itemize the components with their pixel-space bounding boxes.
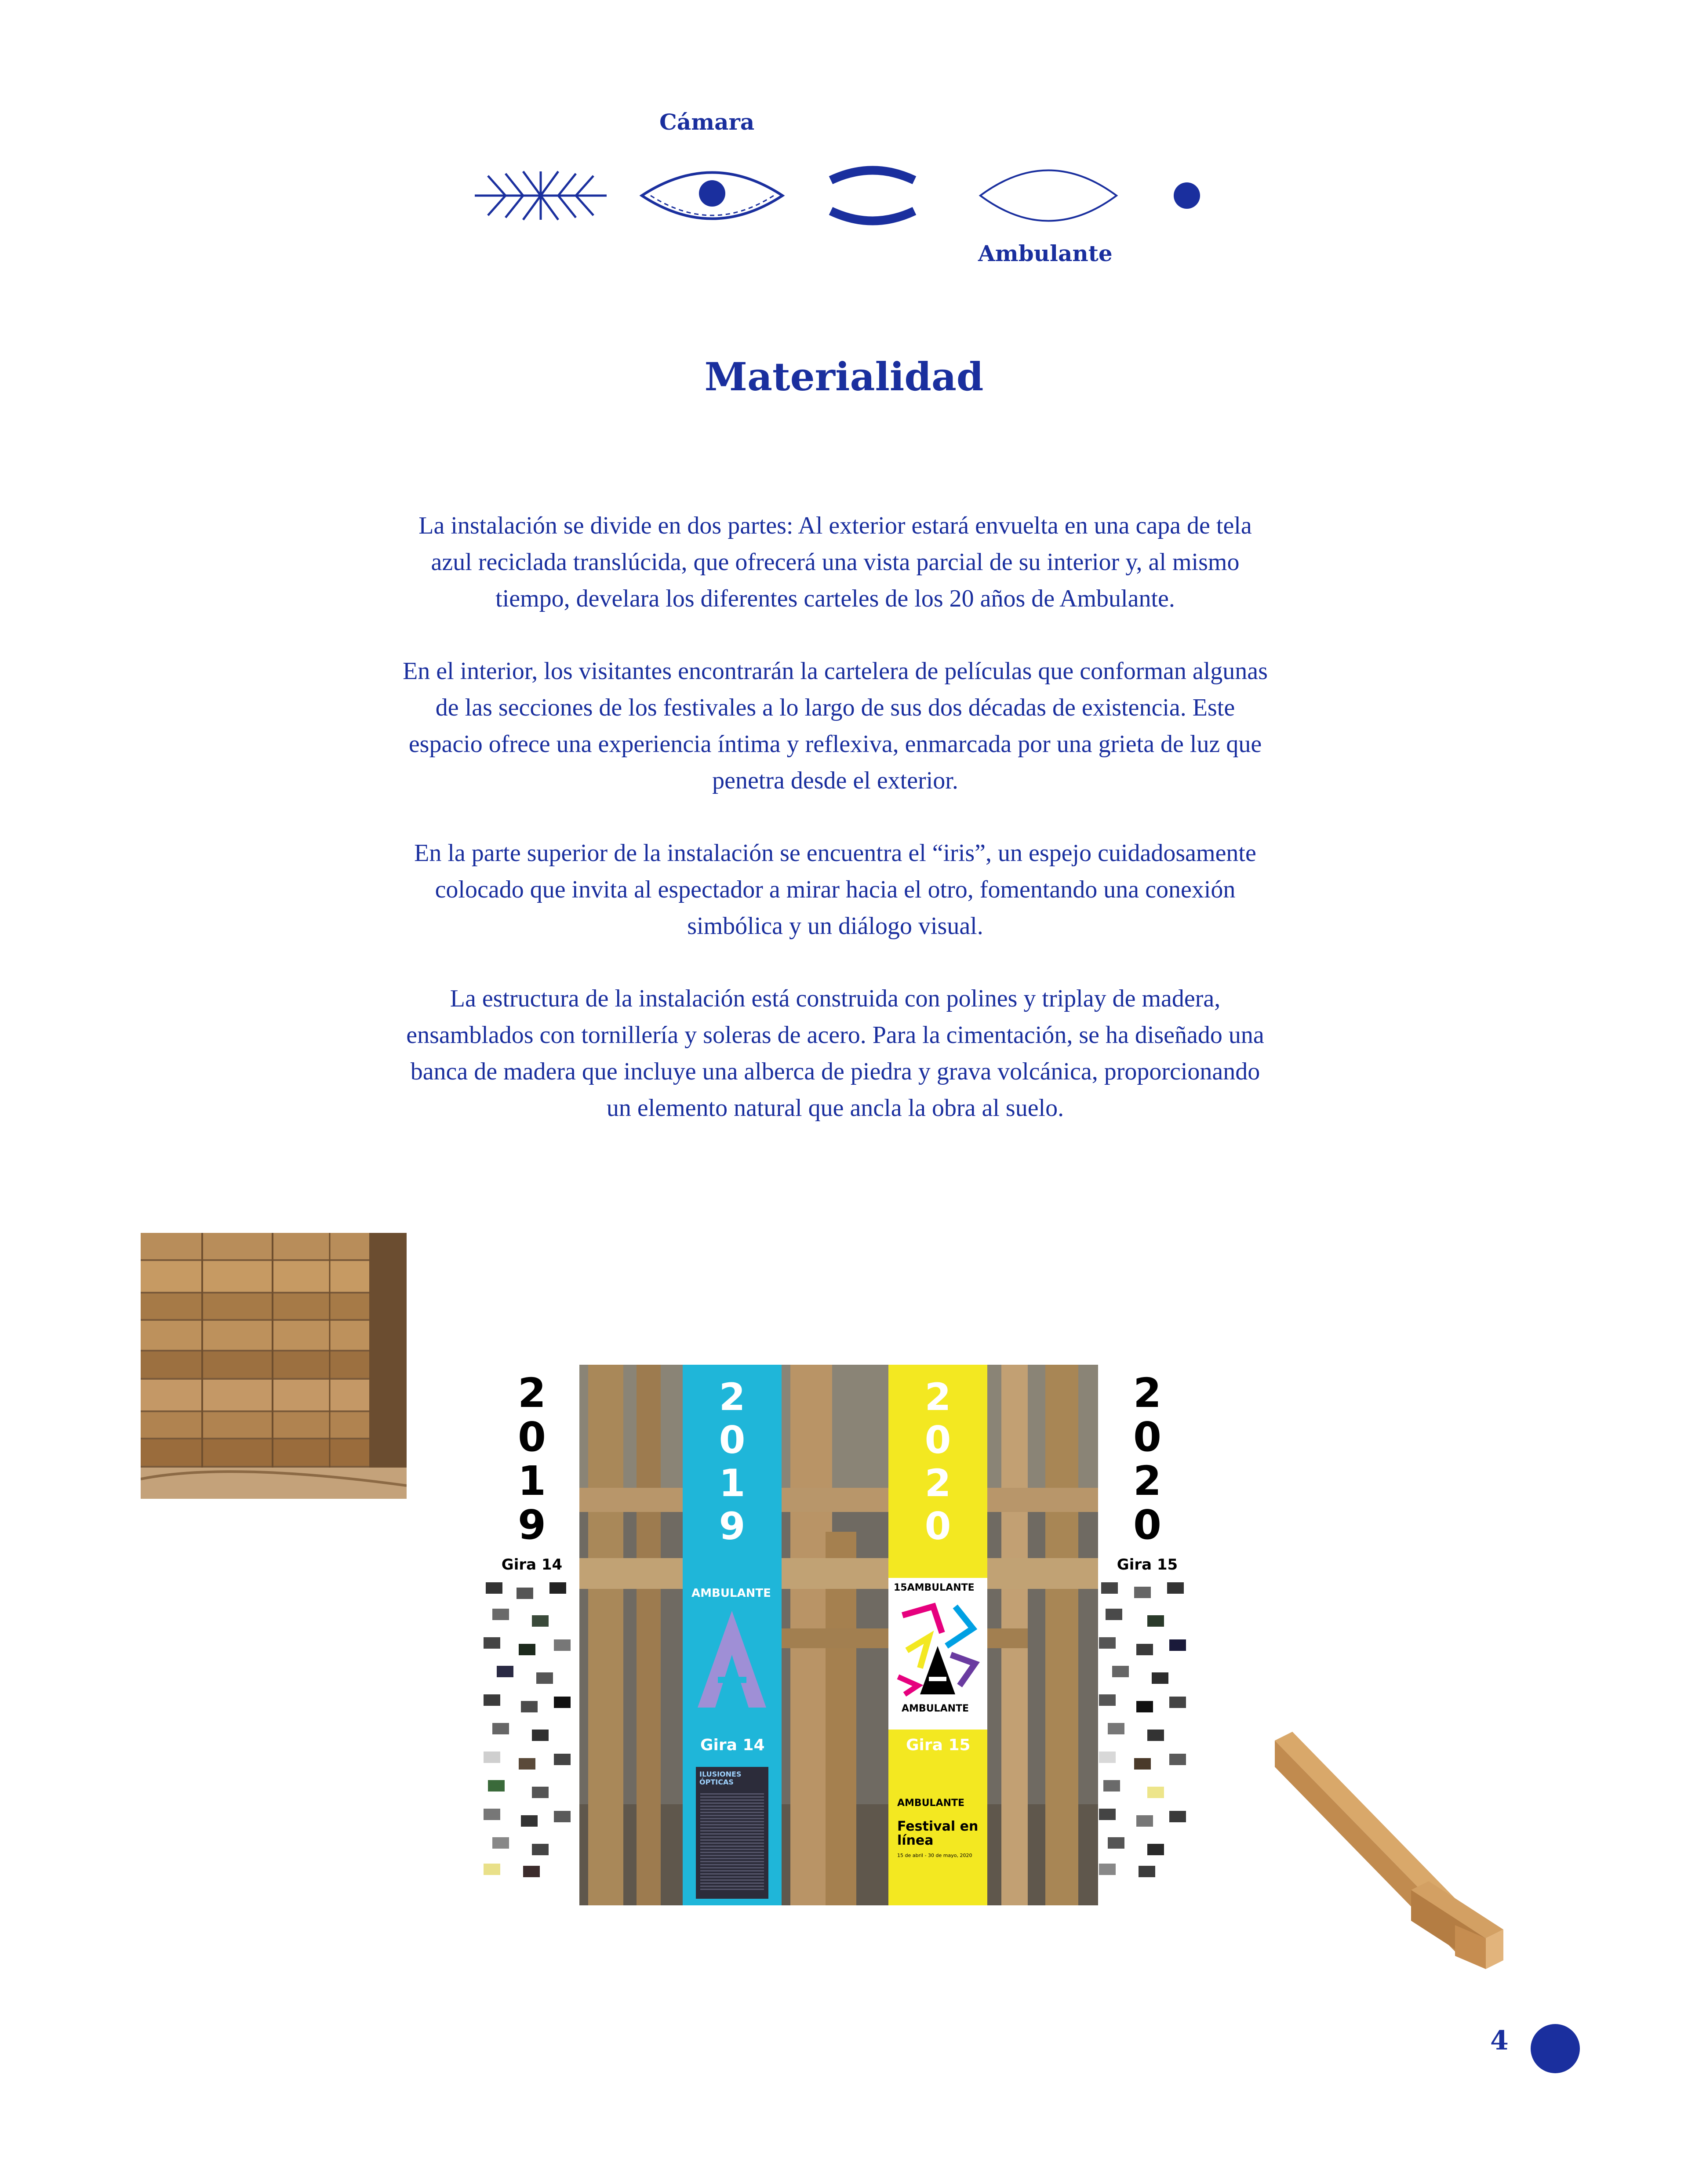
- banner-2019-tour: Gira 14: [700, 1736, 765, 1754]
- banner-2019-year: 2 0 1 9: [719, 1375, 746, 1548]
- right-year: 2 0 2 0: [1133, 1370, 1161, 1548]
- ambulante-a-logo: [691, 1606, 773, 1712]
- banner-2020-poster: 15AMBULANTE AMBULANTE: [888, 1578, 987, 1730]
- banner-2020-tour: Gira 15: [906, 1736, 971, 1754]
- banner-2020-dates: 15 de abril - 30 de mayo, 2020: [897, 1853, 972, 1858]
- banner-2020: [888, 1365, 987, 1905]
- banner-2019-brand: AMBULANTE: [691, 1587, 771, 1600]
- leaf-icon: [475, 171, 607, 220]
- page-dot-icon: [1531, 2024, 1580, 2073]
- paragraph-3: En la parte superior de la instalación se encuentra el “iris”, un espejo cuidadosamente colocado que invita al espectador a mirar hacia el otro, fomentando una conexión simbólica y un diálogo visual.: [414, 839, 1256, 940]
- left-tour-label: Gira 14: [501, 1556, 563, 1573]
- page-number: 4: [1490, 2025, 1509, 2056]
- banner-2019-poster: [696, 1767, 768, 1899]
- dot-icon: [1174, 182, 1200, 209]
- banner-2020-festival: Festival en línea: [897, 1819, 979, 1848]
- paragraph-4: La estructura de la instalación está construida con polines y triplay de madera, ensamblados con tornillería y soleras de acero. Para la cimentación, se ha diseñado una banca de madera que incluye una alberca de piedra y grava volcánica, proporcionando un elemento natural que ancla la obra al suelo.: [406, 985, 1264, 1122]
- banner-2019-section: ILUSIONES ÓPTICAS: [699, 1770, 742, 1786]
- colorful-a-logo: [894, 1598, 982, 1699]
- logo-word-ambulante: Ambulante: [978, 240, 1113, 266]
- logo-mark: [475, 158, 1213, 233]
- body-text: [396, 508, 1275, 1163]
- installation-photo: [579, 1365, 1098, 1905]
- banner-2019: [683, 1365, 782, 1905]
- banner-2020-footer-brand: AMBULANTE: [897, 1798, 965, 1809]
- left-film-thumbnails: [484, 1582, 576, 1886]
- banner-2020-year: 2 0 2 0: [924, 1375, 951, 1548]
- section-title: Materialidad: [704, 354, 984, 400]
- almond-eye-icon: [980, 171, 1117, 221]
- right-film-thumbnails: [1099, 1582, 1191, 1886]
- installation-photo-background: [579, 1365, 1098, 1905]
- lumber-beams-photo: [1266, 1723, 1530, 1987]
- paragraph-2: En el interior, los visitantes encontrarán la cartelera de películas que conforman algunas de las secciones de los festivales a lo largo de sus dos décadas de existencia. Este espacio ofrece una experiencia íntima y reflexiva, enmarcada por una grieta de luz que penetra desde el exterior.: [403, 658, 1268, 794]
- logo-word-camara: Cámara: [659, 109, 755, 135]
- right-tour-label: Gira 15: [1117, 1556, 1178, 1573]
- eye-icon: [642, 173, 782, 219]
- left-year: 2 0 1 9: [517, 1370, 546, 1548]
- lumber-stack-photo: [141, 1233, 407, 1499]
- bracket-eye-icon: [831, 171, 914, 221]
- paragraph-1: La instalación se divide en dos partes: Al exterior estará envuelta en una capa de tela azul reciclada translúcida, que ofrecerá una vista parcial de su interior y, al mismo tiempo, develara los diferentes carteles de los 20 años de Ambulante.: [418, 512, 1252, 612]
